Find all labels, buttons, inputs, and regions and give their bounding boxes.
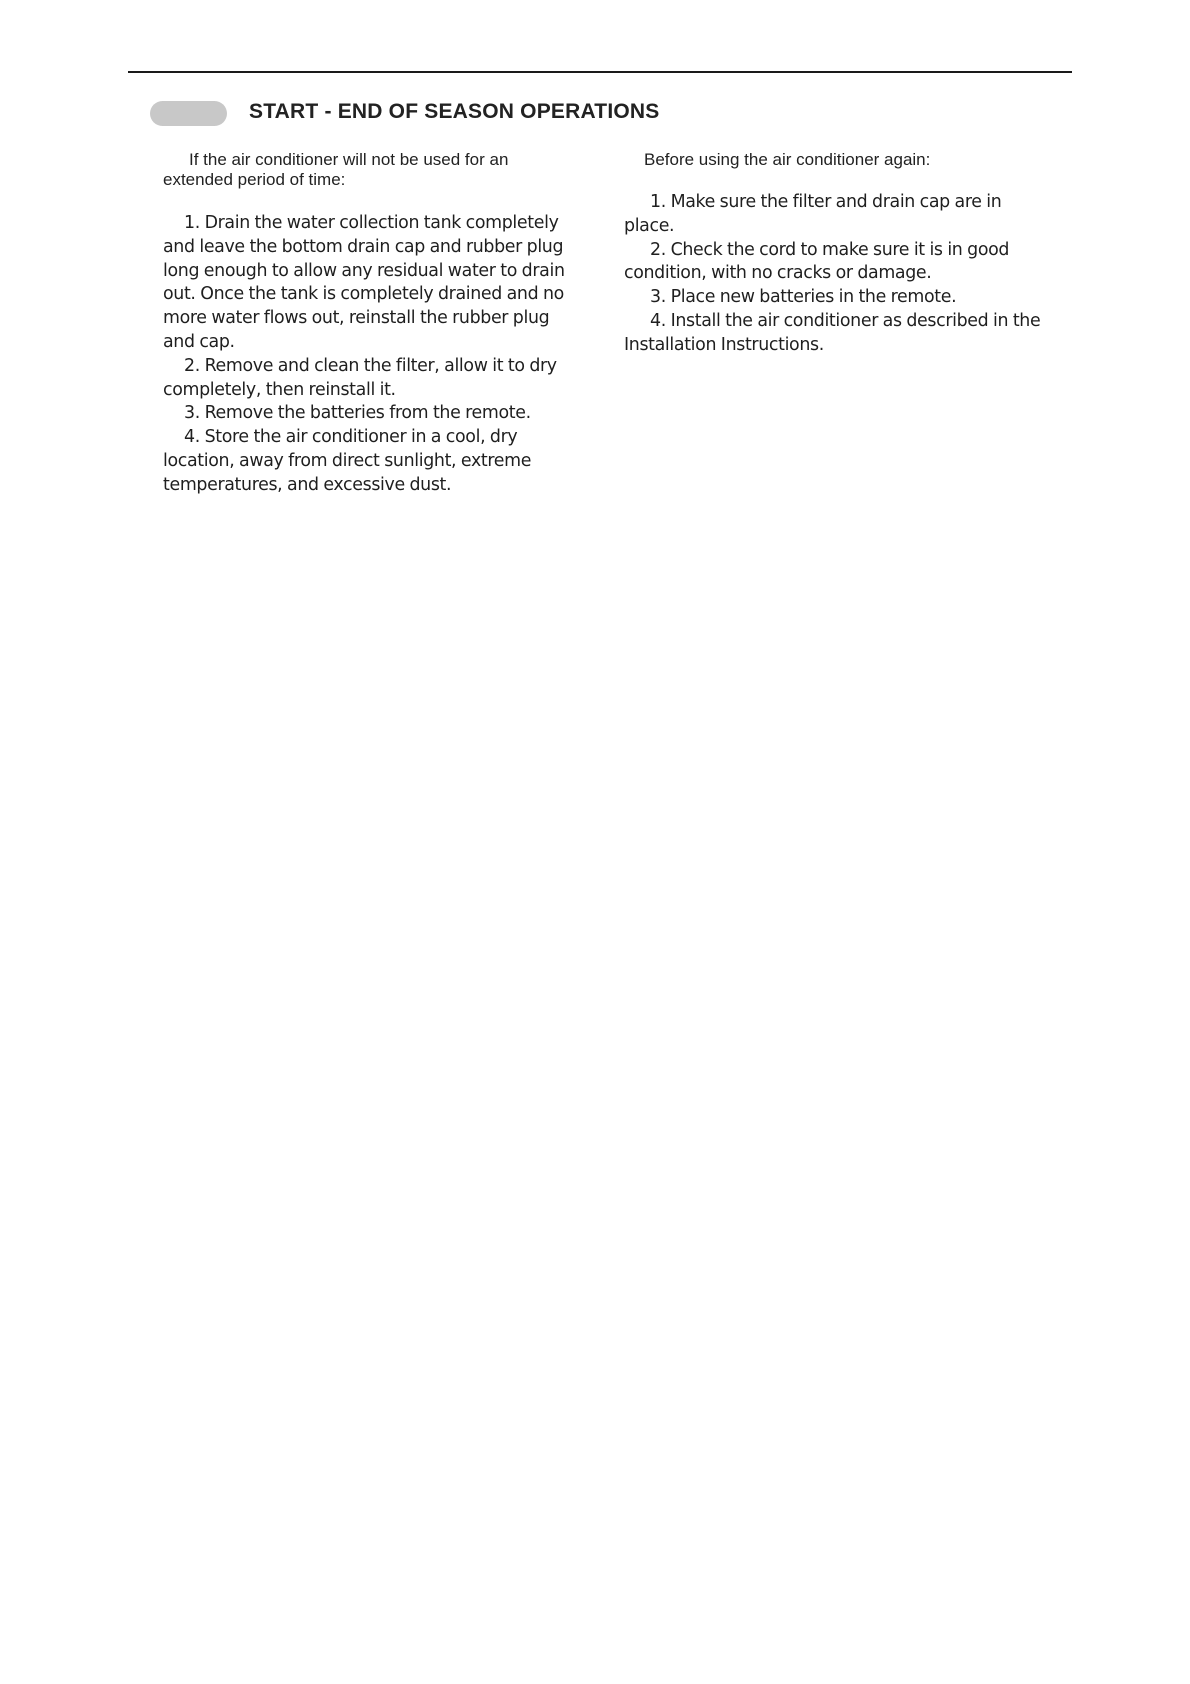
start-of-season-intro: Before using the air conditioner again: [644, 150, 931, 169]
start-of-season-step-2: 2. Check the cord to make sure it is in good condition, with no cracks or damage. [624, 239, 1010, 284]
top-rule [128, 71, 1072, 73]
start-of-season-step-3: 3. Place new batteries in the remote. [650, 287, 957, 308]
end-of-season-step-3: 3. Remove the batteries from the remote. [184, 403, 531, 424]
start-of-season-step-4: 4. Install the air conditioner as described in the Installation Instructions. [624, 310, 1041, 355]
end-of-season-column [163, 150, 583, 498]
section-title: START - END OF SEASON OPERATIONS [249, 100, 660, 123]
start-of-season-steps [624, 191, 1044, 358]
section-marker-pill [150, 101, 227, 126]
end-of-season-step-4: 4. Store the air conditioner in a cool, dry location, away from direct sunlight, extreme temperatures, and excessive dust. [163, 427, 532, 495]
start-of-season-step-1: 1. Make sure the filter and drain cap are in place. [624, 192, 1002, 236]
end-of-season-step-1: 1. Drain the water collection tank completely and leave the bottom drain cap and rubber plug long enough to allow any residual water to drain out. Once the tank is completely drained and no more water flows out, reinstall the rubber plug and cap. [163, 213, 565, 352]
start-of-season-column [624, 150, 1044, 358]
end-of-season-step-2: 2. Remove and clean the filter, allow it to dry completely, then reinstall it. [163, 355, 557, 400]
end-of-season-intro: If the air conditioner will not be used for an extended period of time: [163, 150, 509, 189]
end-of-season-steps [163, 212, 583, 498]
